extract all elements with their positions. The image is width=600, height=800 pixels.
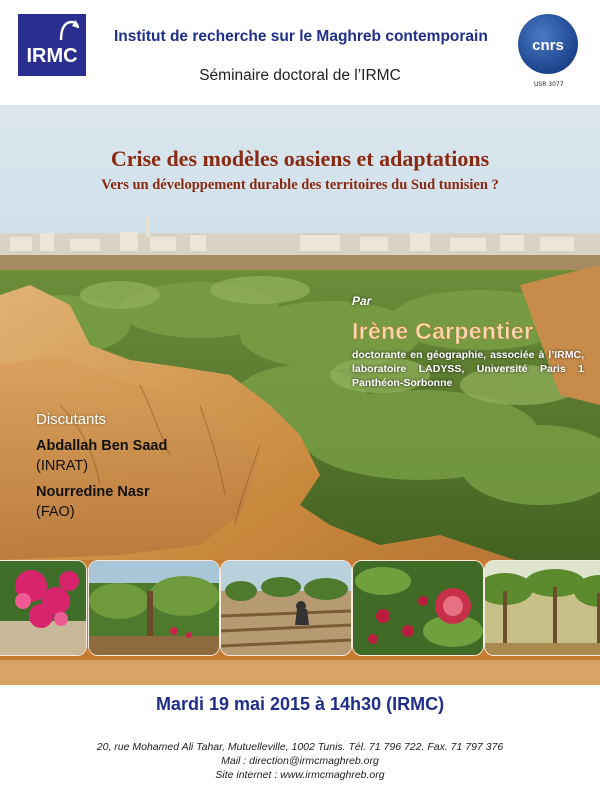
website-line[interactable]: Site internet : www.irmcmaghreb.org: [215, 769, 385, 781]
by-label: Par: [352, 294, 372, 308]
oasis-garden-photo: [88, 560, 220, 656]
palm-grove-photo: [484, 560, 600, 656]
seminar-title: Séminaire doctoral de l’IRMC: [199, 67, 401, 84]
cnrs-logo-text: cnrs: [532, 37, 564, 54]
event-date: Mardi 19 mai 2015 à 14h30 (IRMC): [155, 694, 445, 714]
photo-strip: [0, 560, 600, 654]
cnrs-code: USR 3077: [534, 81, 564, 88]
email-line[interactable]: Mail : direction@irmcmaghreb.org: [221, 755, 379, 767]
pomegranate-photo: [352, 560, 484, 656]
speaker-name: Irène Carpentier: [352, 318, 534, 344]
discussant-affiliation: (FAO): [36, 504, 75, 520]
header: [0, 0, 600, 105]
institute-name: Institut de recherche sur le Maghreb contemporain: [114, 28, 488, 45]
speaker-description: doctorante en géographie, associée à l’IRMC, laboratoire LADYSS, Université Paris 1 Panthéon-Sorbonne: [352, 349, 584, 389]
discussant-affiliation: (INRAT): [36, 458, 89, 474]
bougainvillea-photo: [0, 560, 87, 656]
address: 20, rue Mohamed Ali Tahar, Mutuelleville, 1002 Tunis. Tél. 71 796 722. Fax. 71 797 376: [96, 741, 504, 753]
farmer-field-photo: [220, 560, 352, 656]
discussant-name: Nourredine Nasr: [36, 484, 150, 500]
discussant-name: Abdallah Ben Saad: [36, 438, 168, 454]
irmc-logo-text: IRMC: [26, 45, 78, 67]
talk-title: Crise des modèles oasiens et adaptations: [110, 146, 490, 171]
discussants-label: Discutants: [36, 411, 107, 428]
irmc-logo-mark-icon: [58, 18, 80, 42]
talk-subtitle: Vers un développement durable des territoires du Sud tunisien ?: [101, 177, 499, 193]
